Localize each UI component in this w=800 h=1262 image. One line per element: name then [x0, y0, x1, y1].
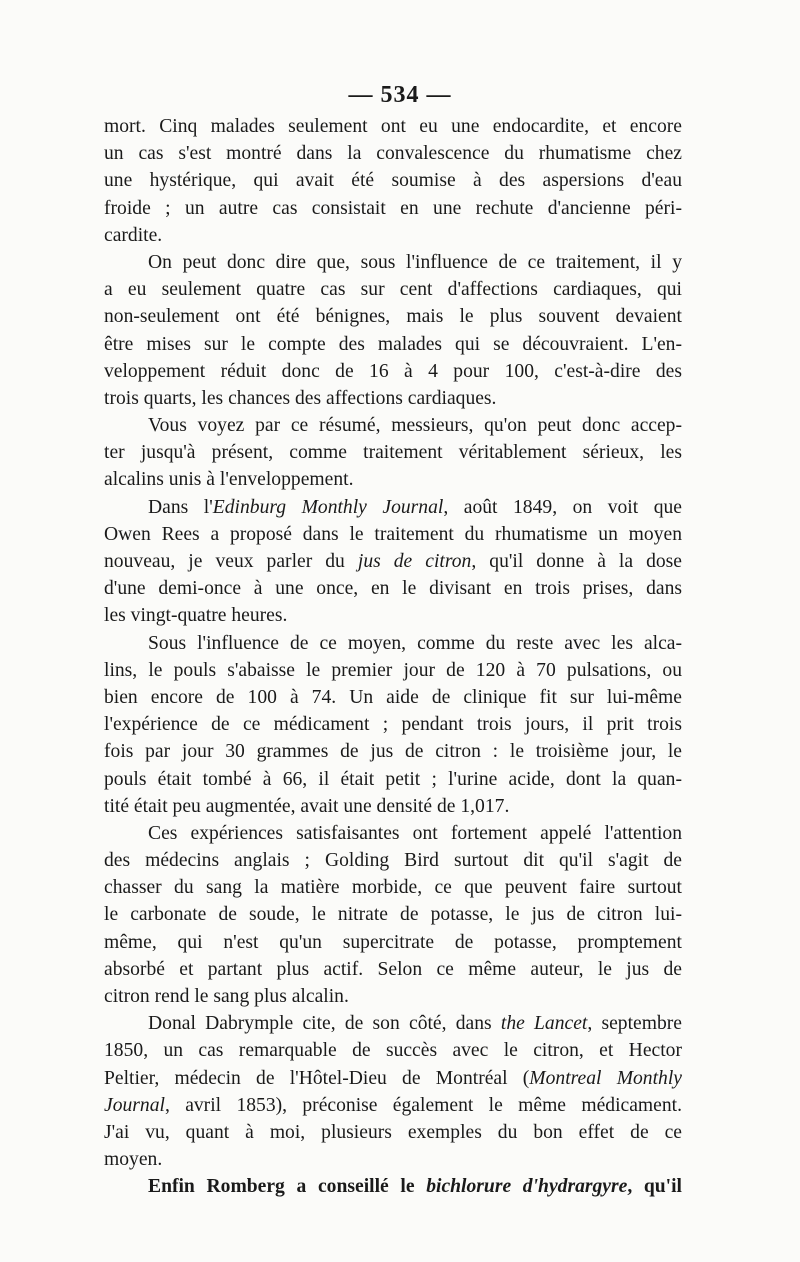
text-segment: Peltier, médecin de l'Hôtel-Dieu de Montréal (	[104, 1067, 530, 1089]
text-line	[104, 276, 682, 303]
text-segment: Dans l'	[148, 496, 213, 518]
text-segment: Vous voyez par ce résumé, messieurs, qu'on peut donc accep-	[148, 415, 682, 437]
text-line	[104, 956, 682, 983]
text-line	[104, 901, 682, 928]
text-segment: veloppement réduit donc de 16 à 4 pour 100, c'est-à-dire des	[104, 360, 682, 382]
italic-text-segment: Montreal Monthly	[529, 1067, 682, 1089]
text-line	[104, 738, 682, 765]
text-segment: pouls était tombé à 66, il était petit ; l'urine acide, dont la quan-	[104, 768, 682, 790]
text-segment: On peut donc dire que, sous l'influence de ce traitement, il y	[148, 251, 682, 273]
text-line	[104, 331, 682, 358]
text-line	[104, 1037, 682, 1064]
text-segment: , août 1849, on voit que	[443, 496, 682, 518]
text-segment: un cas s'est montré dans la convalescence du rhumatisme chez	[104, 143, 682, 165]
text-segment: , qu'il donne à la dose	[471, 551, 682, 572]
text-body	[104, 113, 682, 1201]
text-line	[104, 303, 682, 330]
text-segment: , avril 1853), préconise également le même médicament.	[164, 1094, 682, 1116]
text-segment: non-seulement ont été bénignes, mais le plus souvent devaient	[104, 306, 682, 328]
text-segment: le carbonate de soude, le nitrate de potasse, le jus de citron lui-	[104, 904, 682, 926]
text-segment: des médecins anglais ; Golding Bird surtout dit qu'il s'agit de	[104, 850, 682, 872]
text-line	[104, 1010, 682, 1037]
italic-text-segment: jus de citron	[357, 551, 472, 572]
text-segment: bien encore de 100 à 74. Un aide de clinique fit sur lui-même	[104, 686, 682, 708]
text-segment: Sous l'influence de ce moyen, comme du reste avec les alca-	[148, 632, 682, 654]
text-segment: , septembre	[587, 1013, 682, 1035]
italic-text-segment: Journal	[104, 1094, 165, 1116]
italic-text-segment: bichlorure d'hydrargyre	[426, 1176, 628, 1198]
text-line	[104, 358, 682, 385]
text-segment: les vingt-quatre heures.	[104, 605, 288, 627]
text-segment: Ces expériences satisfaisantes ont fortement appelé l'attention	[148, 822, 682, 844]
text-segment: , qu'il	[627, 1176, 682, 1198]
text-line	[104, 874, 682, 901]
text-line	[104, 521, 682, 548]
italic-text-segment: Edinburg Monthly Journal	[212, 496, 444, 518]
text-segment: ter jusqu'à présent, comme traitement véritablement sérieux, les	[104, 442, 682, 464]
text-line	[104, 195, 682, 222]
text-line	[104, 1119, 682, 1146]
text-line	[104, 494, 682, 521]
text-line	[104, 1065, 682, 1092]
text-line	[104, 249, 682, 276]
text-line	[104, 820, 682, 847]
text-line	[104, 385, 682, 412]
text-line	[104, 1092, 682, 1119]
text-line	[104, 466, 682, 493]
text-segment: Enfin Romberg a conseillé le	[148, 1176, 427, 1198]
text-line	[104, 602, 682, 629]
text-segment: chasser du sang la matière morbide, ce que peuvent faire surtout	[104, 877, 682, 899]
text-line	[104, 847, 682, 874]
text-line	[104, 1146, 682, 1173]
text-segment: 1850, un cas remarquable de succès avec le citron, et Hector	[104, 1040, 682, 1062]
text-line	[104, 548, 682, 575]
text-segment: J'ai vu, quant à moi, plusieurs exemples du bon effet de ce	[104, 1121, 682, 1143]
text-segment: trois quarts, les chances des affections cardiaques.	[104, 387, 497, 409]
text-segment: d'une demi-once à une once, en le divisant en trois prises, dans	[104, 578, 682, 600]
page-number: — 534 —	[348, 82, 452, 108]
text-segment: cardite.	[104, 224, 163, 246]
text-segment: absorbé et partant plus actif. Selon ce même auteur, le jus de	[104, 958, 682, 980]
text-line	[104, 140, 682, 167]
text-segment: lins, le pouls s'abaisse le premier jour de 120 à 70 pulsations, ou	[104, 659, 682, 681]
text-line	[104, 711, 682, 738]
text-segment: fois par jour 30 grammes de jus de citron : le troisième jour, le	[104, 741, 682, 763]
text-segment: Owen Rees a proposé dans le traitement du rhumatisme un moyen	[104, 523, 682, 545]
text-line	[104, 983, 682, 1010]
text-segment: une hystérique, qui avait été soumise à des aspersions d'eau	[104, 170, 682, 192]
text-segment: nouveau, je veux parler du	[104, 551, 358, 572]
text-line	[104, 630, 682, 657]
text-segment: froide ; un autre cas consistait en une rechute d'ancienne péri-	[104, 197, 682, 219]
text-segment: être mises sur le compte des malades qui se découvraient. L'en-	[104, 333, 682, 355]
text-line	[104, 412, 682, 439]
text-segment: citron rend le sang plus alcalin.	[104, 986, 349, 1007]
text-line	[104, 929, 682, 956]
text-line	[104, 657, 682, 684]
text-line	[104, 113, 682, 140]
text-line	[104, 684, 682, 711]
text-segment: mort. Cinq malades seulement ont eu une endocardite, et encore	[104, 116, 682, 137]
text-line	[104, 766, 682, 793]
text-segment: Donal Dabrymple cite, de son côté, dans	[148, 1013, 501, 1035]
text-line	[104, 1173, 682, 1200]
text-segment: l'expérience de ce médicament ; pendant trois jours, il prit trois	[104, 714, 682, 736]
text-segment: même, qui n'est qu'un supercitrate de potasse, promptement	[104, 931, 682, 953]
text-segment: tité était peu augmentée, avait une densité de 1,017.	[104, 795, 510, 817]
text-line	[104, 439, 682, 466]
text-line	[104, 575, 682, 602]
text-segment: moyen.	[104, 1149, 163, 1171]
text-line	[104, 167, 682, 194]
text-line	[104, 222, 682, 249]
text-segment: alcalins unis à l'enveloppement.	[104, 469, 354, 491]
italic-text-segment: the Lancet	[500, 1013, 588, 1035]
text-segment: a eu seulement quatre cas sur cent d'affections cardiaques, qui	[104, 279, 682, 301]
text-line	[104, 793, 682, 820]
